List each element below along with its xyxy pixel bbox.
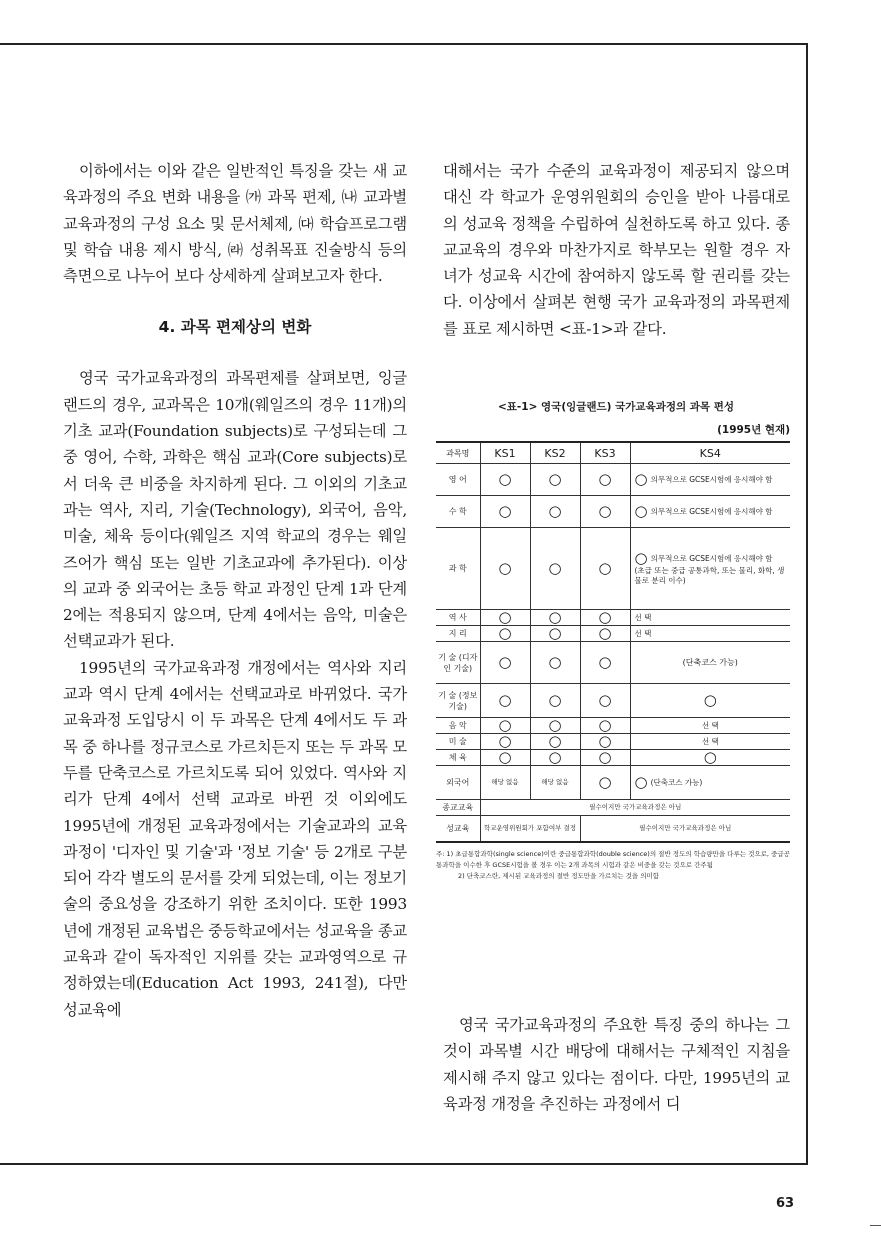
not-applicable: 해당 없음 — [480, 766, 530, 800]
header-ks3: KS3 — [580, 442, 630, 464]
table-row-art — [436, 734, 790, 750]
circle-mark: ○ — [480, 718, 530, 734]
table-footnotes — [436, 849, 796, 882]
circle-mark: ○ — [480, 528, 530, 610]
ks4-note: 의무적으로 GCSE시험에 응시해야 함 — [650, 506, 773, 516]
circle-mark: ○ — [530, 610, 580, 626]
subject-label: 미 술 — [436, 734, 480, 750]
circle-mark: ○ — [580, 718, 630, 734]
circle-mark: ○ — [580, 766, 630, 800]
table-row-design-tech — [436, 642, 790, 684]
subject-label: 지 리 — [436, 626, 480, 642]
ks4-cell — [630, 496, 790, 528]
subject-label: 성교육 — [436, 816, 480, 842]
circle-mark: ○ — [480, 684, 530, 718]
header-ks4: KS4 — [630, 442, 790, 464]
ks4-cell — [630, 464, 790, 496]
body-paragraph-1: 영국 국가교육과정의 과목편제를 살펴보면, 잉글랜드의 경우, 교과목은 10개(웨일즈의 경우 11개)의 기초 교과(Foundation subjects)로 구성되는데 그 중 영어, 수학, 과학은 핵심 교과(Core subjects)로서 더욱 큰 비중을 차지하게 된다. 그 이외의 기초교과는 역사, 지리, 기술(Technology), 외국어, 음악, 미술, 체육 등이다(웨일즈 지역 학교의 경우는 웨일즈어가 핵심 또는 일반 기초교과에 추가된다). 이상의 교과 중 외국어는 초등 학교 과정인 단계 1과 단계 2에는 적용되지 않으며, 단계 4에서는 음악, 미술은 선택교과가 된다. — [63, 369, 407, 651]
ks4-short-course: (단축코스 가능) — [630, 642, 790, 684]
circle-mark: ○ — [480, 464, 530, 496]
circle-mark: ○ — [580, 750, 630, 766]
religion-note: 필수이지만 국가교육과정은 아님 — [480, 800, 790, 816]
sex-ed-note-right: 필수이지만 국가교육과정은 아님 — [580, 816, 790, 842]
circle-mark: ○ — [580, 610, 630, 626]
circle-mark: ○ — [530, 642, 580, 684]
subject-label: 역 사 — [436, 610, 480, 626]
circle-mark: ○ — [480, 626, 530, 642]
circle-mark: ○ — [630, 750, 790, 766]
circle-mark: ○ — [530, 750, 580, 766]
page-number: 63 — [776, 1196, 795, 1211]
circle-mark: ○ — [634, 470, 648, 488]
right-top-paragraph: 대해서는 국가 수준의 교육과정이 제공되지 않으며 대신 각 학교가 운영위원회의 승인을 받아 나름대로의 성교육 정책을 수립하여 실천하도록 하고 있다. 종교교육의 경우와 마찬가지로 학부모는 원할 경우 자녀가 성교육 시간에 참여하지 않도록 할 권리를 갖는다. 이상에서 살펴본 현행 국가 교육과정의 과목편제를 표로 제시하면 <표-1>과 같다. — [443, 162, 790, 338]
left-column — [63, 158, 407, 1023]
footnote-1: 주: 1) 초급통합과학(single science)이란 중급통합과학(double science)의 절반 정도의 학습량만을 다루는 것으로, 중급공통과학을 이수한 후 GCSE시험을 볼 경우 이는 2개 과목의 시험과 같은 비중을 갖는 것으로 간주됨 — [436, 849, 790, 869]
header-ks1: KS1 — [480, 442, 530, 464]
circle-mark: ○ — [580, 528, 630, 610]
circle-mark: ○ — [580, 734, 630, 750]
subject-label: 기 술 (정보기술) — [436, 684, 480, 718]
sex-ed-note-left: 학교운영위원회가 포함여부 결정 — [480, 816, 580, 842]
circle-mark: ○ — [530, 496, 580, 528]
circle-mark: ○ — [530, 528, 580, 610]
ks4-elective: 선 택 — [630, 610, 790, 626]
table-row-history — [436, 610, 790, 626]
bottom-rule — [0, 1163, 808, 1165]
table-row-english — [436, 464, 790, 496]
circle-mark: ○ — [634, 502, 648, 520]
right-bottom-paragraph: 영국 국가교육과정의 주요한 특징 중의 하나는 그것이 과목별 시간 배당에 대해서는 구체적인 지침을 제시해 주지 않고 있다는 점이다. 다만, 1995년의 교육과정 개정을 추진하는 과정에서 디 — [443, 1016, 790, 1113]
body-paragraph-2: 1995년의 국가교육과정 개정에서는 역사와 지리 교과 역시 단계 4에서는 선택교과로 바뀌었다. 국가교육과정 도입당시 이 두 과목은 단계 4에서도 두 과목 중 하나를 정규코스로 가르치든지 또는 두 과목 모두를 단축코스로 가르치도록 되어 있었다. 역사와 지리가 단계 4에서 선택 교과로 바뀐 것 이외에도 1995년에 개정된 교육과정에서는 기술교과의 교육과정이 '디자인 및 기술'과 '정보 기술' 등 2개로 구분되어 각각 별도의 문서를 갖게 되었는데, 이는 정보기술의 중요성을 강조하기 위한 조치이다. 또한 1993년에 개정된 교육법은 중등학교에서는 성교육을 종교교육과 같이 독자적인 지위를 갖는 교과영역으로 규정하였는데(Education Act 1993, 241절), 다만 성교육에 — [63, 658, 408, 1019]
ks4-cell — [630, 766, 790, 800]
intro-paragraph: 이하에서는 이와 같은 일반적인 특징을 갖는 새 교육과정의 주요 변화 내용을 ㈎ 과목 편제, ㈏ 교과별 교육과정의 구성 요소 및 문서체제, ㈐ 학습프로그램 및 학습 내용 제시 방식, ㈑ 성취목표 진술방식 등의 측면으로 나누어 보다 상세하게 살펴보고자 한다. — [63, 162, 407, 286]
circle-mark: ○ — [480, 496, 530, 528]
circle-mark: ○ — [580, 496, 630, 528]
circle-mark: ○ — [530, 734, 580, 750]
circle-mark: ○ — [634, 773, 648, 791]
table-row-info-tech — [436, 684, 790, 718]
subject-label: 외국어 — [436, 766, 480, 800]
circle-mark: ○ — [480, 642, 530, 684]
circle-mark: ○ — [530, 718, 580, 734]
top-rule — [0, 43, 808, 45]
subject-table-block — [436, 400, 796, 882]
table-row-math — [436, 496, 790, 528]
ks4-short-course: (단축코스 가능) — [650, 777, 703, 787]
table-row-religion — [436, 800, 790, 816]
header-ks2: KS2 — [530, 442, 580, 464]
right-border — [806, 43, 808, 1165]
section-heading: 4. 과목 편제상의 변화 — [158, 318, 312, 337]
ks4-note: 의무적으로 GCSE시험에 응시해야 함 — [650, 474, 773, 484]
footnote-2: 2) 단축코스란, 제시된 교육과정의 절반 정도만을 가르치는 것을 의미함 — [458, 871, 660, 880]
ks4-science-note: (초급 또는 중급 공통과학, 또는 물리, 화학, 생물로 분리 이수) — [634, 566, 785, 585]
table-row-geography — [436, 626, 790, 642]
table-row-sex-ed — [436, 816, 790, 842]
circle-mark: ○ — [530, 626, 580, 642]
circle-mark: ○ — [480, 750, 530, 766]
table-date: (1995년 현재) — [717, 424, 790, 436]
table-header-row — [436, 442, 790, 464]
circle-mark: ○ — [630, 684, 790, 718]
circle-mark: ○ — [480, 610, 530, 626]
ks4-cell — [630, 528, 790, 610]
table-row-foreign-language — [436, 766, 790, 800]
ks4-elective: 선 택 — [630, 718, 790, 734]
circle-mark: ○ — [580, 684, 630, 718]
circle-mark: ○ — [580, 626, 630, 642]
circle-mark: ○ — [580, 642, 630, 684]
subject-label: 음 악 — [436, 718, 480, 734]
subject-label: 종교교육 — [436, 800, 480, 816]
ks4-elective: 선 택 — [630, 626, 790, 642]
right-column-bottom — [443, 1012, 790, 1117]
circle-mark: ○ — [480, 734, 530, 750]
edge-mark — [870, 1225, 881, 1226]
subject-label: 영 어 — [436, 464, 480, 496]
circle-mark: ○ — [634, 549, 648, 567]
table-row-pe — [436, 750, 790, 766]
subject-label: 수 학 — [436, 496, 480, 528]
table-row-science — [436, 528, 790, 610]
circle-mark: ○ — [580, 464, 630, 496]
circle-mark: ○ — [530, 464, 580, 496]
ks4-elective: 선 택 — [630, 734, 790, 750]
subject-label: 기 술 (디자인 기술) — [436, 642, 480, 684]
subject-table — [436, 441, 790, 843]
subject-label: 체 육 — [436, 750, 480, 766]
circle-mark: ○ — [530, 684, 580, 718]
header-subject: 과목명 — [436, 442, 480, 464]
ks4-note: 의무적으로 GCSE시험에 응시해야 함 — [650, 553, 773, 563]
not-applicable: 해당 없음 — [530, 766, 580, 800]
table-row-music — [436, 718, 790, 734]
right-column-top — [443, 158, 790, 342]
subject-label: 과 학 — [436, 528, 480, 610]
table-caption: <표-1> 영국(잉글랜드) 국가교육과정의 과목 편성 — [497, 401, 735, 413]
